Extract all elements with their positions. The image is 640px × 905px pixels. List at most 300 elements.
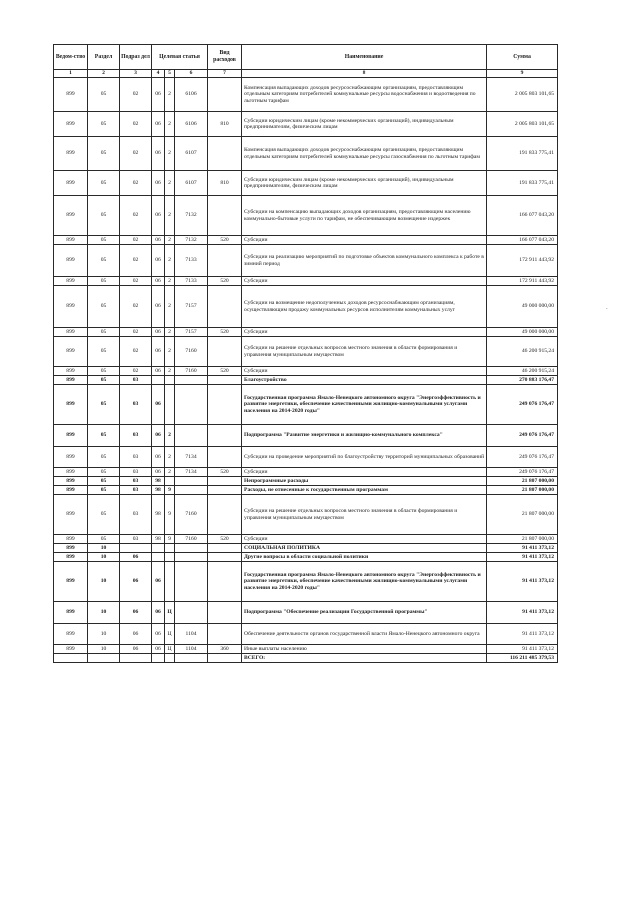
budget-table-sheet: [53, 44, 557, 663]
cell-subsection: 02: [120, 112, 152, 137]
header-amount: Сумма: [487, 45, 558, 70]
cell-name: Субсидии юридическим лицам (кроме некоммерческих организаций), индивидуальным предпринимателям, физическим лицам: [242, 171, 487, 196]
cell-expense-type: [208, 376, 242, 385]
cell-department: 899: [54, 645, 88, 654]
cell-name: Субсидии на компенсацию выпадающих доходов организациям, предоставляющим населению коммунально-бытовые услуги по тарифам, не обеспечивающим возмещение издержек: [242, 196, 487, 236]
col-number: 8: [242, 70, 487, 78]
cell-amount: 91 411 373,12: [487, 624, 558, 645]
table-row: [54, 376, 558, 385]
cell-direction: 7157: [175, 286, 208, 328]
table-row: [54, 468, 558, 477]
cell-subprogram: [165, 376, 175, 385]
cell-expense-type: 360: [208, 645, 242, 654]
header-section: Раздел: [88, 45, 120, 70]
cell-expense-type: 810: [208, 171, 242, 196]
cell-subprogram: 2: [165, 286, 175, 328]
cell-name: Субсидии на решение отдельных вопросов местного значения в области формирования и управления муниципальным имуществом: [242, 495, 487, 535]
cell-subprogram: 2: [165, 112, 175, 137]
cell-department: 899: [54, 196, 88, 236]
table-row: [54, 544, 558, 553]
cell-direction: [175, 376, 208, 385]
cell-subsection: 02: [120, 328, 152, 337]
cell-program: 06: [152, 337, 165, 367]
cell-subsection: 02: [120, 137, 152, 171]
cell-subsection: 03: [120, 385, 152, 425]
total-label: ВСЕГО:: [242, 654, 487, 663]
cell-subsection: 02: [120, 236, 152, 245]
cell-name: Непрограммные расходы: [242, 477, 487, 486]
cell-expense-type: [208, 553, 242, 562]
col-number: 9: [487, 70, 558, 78]
cell-subsection: 03: [120, 477, 152, 486]
cell-section: 05: [88, 236, 120, 245]
cell-subsection: 03: [120, 486, 152, 495]
cell-amount: 91 411 373,12: [487, 602, 558, 624]
cell-section: 10: [88, 645, 120, 654]
cell-name: Субсидии: [242, 367, 487, 376]
cell-expense-type: [208, 447, 242, 468]
cell-department: 899: [54, 337, 88, 367]
cell-subprogram: 2: [165, 171, 175, 196]
cell-amount: 91 411 373,12: [487, 562, 558, 602]
cell-name: Субсидии: [242, 277, 487, 286]
cell-program: 06: [152, 286, 165, 328]
cell-name: Компенсация выпадающих доходов ресурсоснабжающим организациям, предоставляющим отдельным категориям потребителей коммунальные ресурсы газоснабжения по льготным тарифам: [242, 137, 487, 171]
cell-amount: 91 411 373,12: [487, 645, 558, 654]
cell-amount: 191 833 775,41: [487, 171, 558, 196]
cell-department: 899: [54, 171, 88, 196]
cell-expense-type: 520: [208, 277, 242, 286]
cell-program: 06: [152, 367, 165, 376]
cell-program: 98: [152, 477, 165, 486]
cell-direction: 6107: [175, 137, 208, 171]
cell-direction: 6106: [175, 112, 208, 137]
cell-subsection: 02: [120, 171, 152, 196]
cell-subsection: 06: [120, 562, 152, 602]
budget-table: [53, 44, 558, 663]
cell-expense-type: [208, 624, 242, 645]
cell-subsection: 03: [120, 447, 152, 468]
cell-direction: 7134: [175, 447, 208, 468]
cell-direction: [175, 553, 208, 562]
table-row: [54, 236, 558, 245]
cell-program: 06: [152, 624, 165, 645]
table-row: [54, 286, 558, 328]
cell-amount: 21 807 000,00: [487, 486, 558, 495]
cell-program: [152, 553, 165, 562]
col-number: 1: [54, 70, 88, 78]
cell-section: 10: [88, 544, 120, 553]
cell-section: 05: [88, 196, 120, 236]
cell-section: 05: [88, 367, 120, 376]
cell-program: 98: [152, 486, 165, 495]
header-expense-type: Вид расходов: [208, 45, 242, 70]
table-row: [54, 277, 558, 286]
cell-department: 899: [54, 245, 88, 277]
cell-amount: 46 200 915,24: [487, 337, 558, 367]
cell-amount: 270 883 176,47: [487, 376, 558, 385]
cell-name: Расходы, не отнесенные к государственным программам: [242, 486, 487, 495]
column-number-row: [54, 70, 558, 78]
cell-program: 06: [152, 137, 165, 171]
cell-program: [152, 544, 165, 553]
cell-department: 899: [54, 562, 88, 602]
cell-expense-type: 520: [208, 468, 242, 477]
cell-section: 10: [88, 553, 120, 562]
cell-section: 05: [88, 112, 120, 137]
cell-expense-type: [208, 337, 242, 367]
cell-direction: [175, 385, 208, 425]
cell-subsection: 02: [120, 78, 152, 112]
col-number: 4: [152, 70, 165, 78]
cell-amount: 2 005 803 101,65: [487, 112, 558, 137]
table-row: [54, 337, 558, 367]
table-row: [54, 171, 558, 196]
cell-direction: 7133: [175, 277, 208, 286]
cell-amount: 46 200 915,24: [487, 367, 558, 376]
cell-subsection: 06: [120, 624, 152, 645]
cell-direction: [175, 425, 208, 447]
table-row: [54, 112, 558, 137]
cell-expense-type: [208, 385, 242, 425]
cell-expense-type: [208, 477, 242, 486]
cell-name: Другие вопросы в области социальной политики: [242, 553, 487, 562]
col-number: 6: [175, 70, 208, 78]
total-empty-cell: [54, 654, 88, 663]
cell-subprogram: [165, 553, 175, 562]
cell-amount: 2 005 803 101,65: [487, 78, 558, 112]
cell-expense-type: [208, 602, 242, 624]
cell-name: Иные выплаты населению: [242, 645, 487, 654]
table-row: [54, 624, 558, 645]
cell-program: 98: [152, 535, 165, 544]
cell-subprogram: 2: [165, 328, 175, 337]
cell-amount: 91 411 373,12: [487, 553, 558, 562]
total-empty-cell: [120, 654, 152, 663]
col-number: 5: [165, 70, 175, 78]
total-row: [54, 654, 558, 663]
cell-name: Государственная программа Ямало-Ненецкого автономного округа "Энергоэффективность и развитие энергетики, обеспечение качественными жилищно-коммунальными услугами населения на 2014-2020 годы": [242, 562, 487, 602]
cell-name: Субсидии: [242, 328, 487, 337]
cell-section: 05: [88, 477, 120, 486]
cell-subsection: 06: [120, 553, 152, 562]
table-row: [54, 245, 558, 277]
cell-direction: 6106: [175, 78, 208, 112]
cell-subprogram: [165, 385, 175, 425]
cell-subsection: 02: [120, 367, 152, 376]
cell-department: 899: [54, 477, 88, 486]
cell-direction: 7160: [175, 495, 208, 535]
cell-department: 899: [54, 376, 88, 385]
cell-direction: 1104: [175, 645, 208, 654]
cell-department: 899: [54, 624, 88, 645]
cell-subprogram: 2: [165, 367, 175, 376]
cell-direction: 7134: [175, 468, 208, 477]
cell-department: 899: [54, 447, 88, 468]
cell-subsection: 02: [120, 245, 152, 277]
cell-direction: 7160: [175, 367, 208, 376]
cell-section: 05: [88, 337, 120, 367]
cell-expense-type: [208, 137, 242, 171]
cell-program: 06: [152, 645, 165, 654]
cell-direction: 7133: [175, 245, 208, 277]
header-name: Наименование: [242, 45, 487, 70]
cell-expense-type: [208, 245, 242, 277]
cell-subsection: 03: [120, 495, 152, 535]
cell-amount: 249 076 176,47: [487, 447, 558, 468]
table-row: [54, 495, 558, 535]
cell-department: 899: [54, 328, 88, 337]
cell-name: Благоустройство: [242, 376, 487, 385]
cell-department: 899: [54, 486, 88, 495]
cell-direction: 1104: [175, 624, 208, 645]
table-row: [54, 535, 558, 544]
header-target-article: Целевая статья: [152, 45, 208, 70]
total-empty-cell: [208, 654, 242, 663]
header-row: [54, 45, 558, 70]
cell-amount: 21 807 000,00: [487, 495, 558, 535]
cell-subsection: 02: [120, 286, 152, 328]
cell-subprogram: [165, 477, 175, 486]
cell-subprogram: 2: [165, 245, 175, 277]
cell-name: Обеспечение деятельности органов государственной власти Ямало-Ненецкого автономного округа: [242, 624, 487, 645]
cell-section: 10: [88, 602, 120, 624]
cell-section: 10: [88, 624, 120, 645]
total-empty-cell: [88, 654, 120, 663]
cell-direction: 7157: [175, 328, 208, 337]
cell-section: 05: [88, 385, 120, 425]
cell-subprogram: Ц: [165, 602, 175, 624]
cell-name: Субсидии: [242, 468, 487, 477]
cell-name: Субсидии: [242, 236, 487, 245]
table-row: [54, 562, 558, 602]
cell-direction: [175, 544, 208, 553]
cell-subprogram: 2: [165, 468, 175, 477]
cell-subsection: 03: [120, 535, 152, 544]
cell-amount: 49 000 000,00: [487, 286, 558, 328]
cell-name: Субсидии на проведение мероприятий по благоустройству территорий муниципальных образований: [242, 447, 487, 468]
cell-program: 06: [152, 112, 165, 137]
cell-subprogram: 9: [165, 495, 175, 535]
cell-amount: 166 077 043,20: [487, 196, 558, 236]
cell-direction: [175, 562, 208, 602]
cell-name: Компенсация выпадающих доходов ресурсоснабжающим организациям, предоставляющим отдельным категориям потребителей коммунальные ресурсы водоснабжения и водоотведения по льготным тарифам: [242, 78, 487, 112]
cell-name: Субсидии юридическим лицам (кроме некоммерческих организаций), индивидуальным предпринимателям, физическим лицам: [242, 112, 487, 137]
cell-subsection: 06: [120, 645, 152, 654]
cell-department: 899: [54, 137, 88, 171]
cell-subprogram: 9: [165, 486, 175, 495]
cell-subprogram: 2: [165, 447, 175, 468]
cell-amount: 172 911 443,92: [487, 245, 558, 277]
cell-direction: 7160: [175, 535, 208, 544]
header-department: Ведом-ство: [54, 45, 88, 70]
cell-subprogram: 9: [165, 535, 175, 544]
cell-program: [152, 376, 165, 385]
cell-section: 05: [88, 447, 120, 468]
cell-program: 06: [152, 78, 165, 112]
cell-subprogram: 2: [165, 196, 175, 236]
table-row: [54, 78, 558, 112]
cell-name: СОЦИАЛЬНАЯ ПОЛИТИКА: [242, 544, 487, 553]
cell-amount: 21 807 000,00: [487, 477, 558, 486]
cell-section: 05: [88, 535, 120, 544]
cell-section: 05: [88, 468, 120, 477]
cell-subprogram: [165, 562, 175, 602]
cell-expense-type: 520: [208, 535, 242, 544]
table-row: [54, 645, 558, 654]
cell-expense-type: [208, 78, 242, 112]
cell-expense-type: [208, 544, 242, 553]
cell-name: Государственная программа Ямало-Ненецкого автономного округа "Энергоэффективность и развитие энергетики, обеспечение качественными жилищно-коммунальными услугами населения на 2014-2020 годы": [242, 385, 487, 425]
cell-direction: [175, 477, 208, 486]
cell-program: 06: [152, 562, 165, 602]
cell-section: 05: [88, 277, 120, 286]
cell-name: Подпрограмма "Развитие энергетики и жилищно-коммунального комплекса": [242, 425, 487, 447]
cell-subprogram: Ц: [165, 645, 175, 654]
cell-name: Субсидии: [242, 535, 487, 544]
cell-subprogram: 2: [165, 277, 175, 286]
cell-expense-type: [208, 286, 242, 328]
cell-section: 05: [88, 78, 120, 112]
cell-program: 06: [152, 277, 165, 286]
cell-expense-type: 810: [208, 112, 242, 137]
cell-amount: 172 911 443,92: [487, 277, 558, 286]
margin-mark: .: [606, 303, 608, 311]
cell-section: 05: [88, 171, 120, 196]
cell-subprogram: 2: [165, 425, 175, 447]
cell-program: 06: [152, 328, 165, 337]
cell-subsection: 02: [120, 337, 152, 367]
cell-subsection: 03: [120, 376, 152, 385]
table-row: [54, 602, 558, 624]
table-row: [54, 385, 558, 425]
cell-subsection: [120, 544, 152, 553]
cell-section: 05: [88, 486, 120, 495]
cell-amount: 21 807 000,00: [487, 535, 558, 544]
cell-program: 98: [152, 495, 165, 535]
table-row: [54, 486, 558, 495]
cell-amount: 249 076 176,47: [487, 425, 558, 447]
total-empty-cell: [175, 654, 208, 663]
cell-direction: [175, 602, 208, 624]
cell-direction: 7160: [175, 337, 208, 367]
cell-expense-type: 520: [208, 328, 242, 337]
cell-name: Субсидии на возмещение недополученных доходов ресурсоснабжающим организациям, осуществляющим продажу коммунальных ресурсов исполнителям коммунальных услуг: [242, 286, 487, 328]
cell-program: 06: [152, 468, 165, 477]
col-number: 2: [88, 70, 120, 78]
table-row: [54, 477, 558, 486]
cell-amount: 91 411 373,12: [487, 544, 558, 553]
cell-program: 06: [152, 385, 165, 425]
total-empty-cell: [152, 654, 165, 663]
cell-name: Субсидии на решение отдельных вопросов местного значения в области формирования и управления муниципальным имуществом: [242, 337, 487, 367]
cell-department: 899: [54, 544, 88, 553]
cell-subprogram: Ц: [165, 624, 175, 645]
cell-direction: [175, 486, 208, 495]
cell-section: 05: [88, 495, 120, 535]
cell-direction: 7132: [175, 236, 208, 245]
total-amount: 116 211 485 379,53: [487, 654, 558, 663]
cell-department: 899: [54, 535, 88, 544]
cell-section: 05: [88, 286, 120, 328]
cell-subprogram: 2: [165, 137, 175, 171]
cell-program: 06: [152, 602, 165, 624]
table-row: [54, 196, 558, 236]
cell-section: 05: [88, 137, 120, 171]
cell-department: 899: [54, 553, 88, 562]
cell-subsection: 02: [120, 277, 152, 286]
table-row: [54, 328, 558, 337]
cell-department: 899: [54, 495, 88, 535]
table-row: [54, 425, 558, 447]
cell-program: 06: [152, 236, 165, 245]
cell-department: 899: [54, 425, 88, 447]
cell-program: 06: [152, 447, 165, 468]
cell-program: 06: [152, 245, 165, 277]
cell-expense-type: [208, 486, 242, 495]
cell-amount: 249 076 176,47: [487, 385, 558, 425]
cell-department: 899: [54, 112, 88, 137]
cell-subsection: 03: [120, 425, 152, 447]
cell-expense-type: [208, 425, 242, 447]
table-row: [54, 137, 558, 171]
cell-expense-type: [208, 495, 242, 535]
cell-amount: 49 000 000,00: [487, 328, 558, 337]
cell-department: 899: [54, 385, 88, 425]
cell-section: 05: [88, 245, 120, 277]
header-subsection: Подраз дел: [120, 45, 152, 70]
cell-expense-type: 520: [208, 236, 242, 245]
table-row: [54, 447, 558, 468]
cell-amount: 249 076 176,47: [487, 468, 558, 477]
table-row: [54, 367, 558, 376]
col-number: 3: [120, 70, 152, 78]
cell-department: 899: [54, 78, 88, 112]
cell-subsection: 06: [120, 602, 152, 624]
cell-subprogram: [165, 544, 175, 553]
cell-subsection: 03: [120, 468, 152, 477]
cell-section: 05: [88, 376, 120, 385]
cell-department: 899: [54, 236, 88, 245]
cell-expense-type: [208, 196, 242, 236]
cell-name: Субсидии на реализацию мероприятий по подготовке объектов коммунального комплекса к работе в зимний период: [242, 245, 487, 277]
cell-section: 05: [88, 328, 120, 337]
cell-direction: 7132: [175, 196, 208, 236]
table-row: [54, 553, 558, 562]
cell-section: 05: [88, 425, 120, 447]
cell-amount: 166 077 043,20: [487, 236, 558, 245]
cell-department: 899: [54, 468, 88, 477]
cell-program: 06: [152, 196, 165, 236]
cell-expense-type: 520: [208, 367, 242, 376]
cell-department: 899: [54, 286, 88, 328]
cell-department: 899: [54, 367, 88, 376]
cell-subsection: 02: [120, 196, 152, 236]
cell-subprogram: 2: [165, 236, 175, 245]
cell-section: 10: [88, 562, 120, 602]
cell-expense-type: [208, 562, 242, 602]
total-empty-cell: [165, 654, 175, 663]
cell-program: 06: [152, 425, 165, 447]
cell-name: Подпрограмма "Обеспечение реализации Государственной программы": [242, 602, 487, 624]
cell-direction: 6107: [175, 171, 208, 196]
cell-department: 899: [54, 602, 88, 624]
cell-department: 899: [54, 277, 88, 286]
col-number: 7: [208, 70, 242, 78]
cell-amount: 191 833 775,41: [487, 137, 558, 171]
cell-subprogram: 2: [165, 337, 175, 367]
cell-program: 06: [152, 171, 165, 196]
